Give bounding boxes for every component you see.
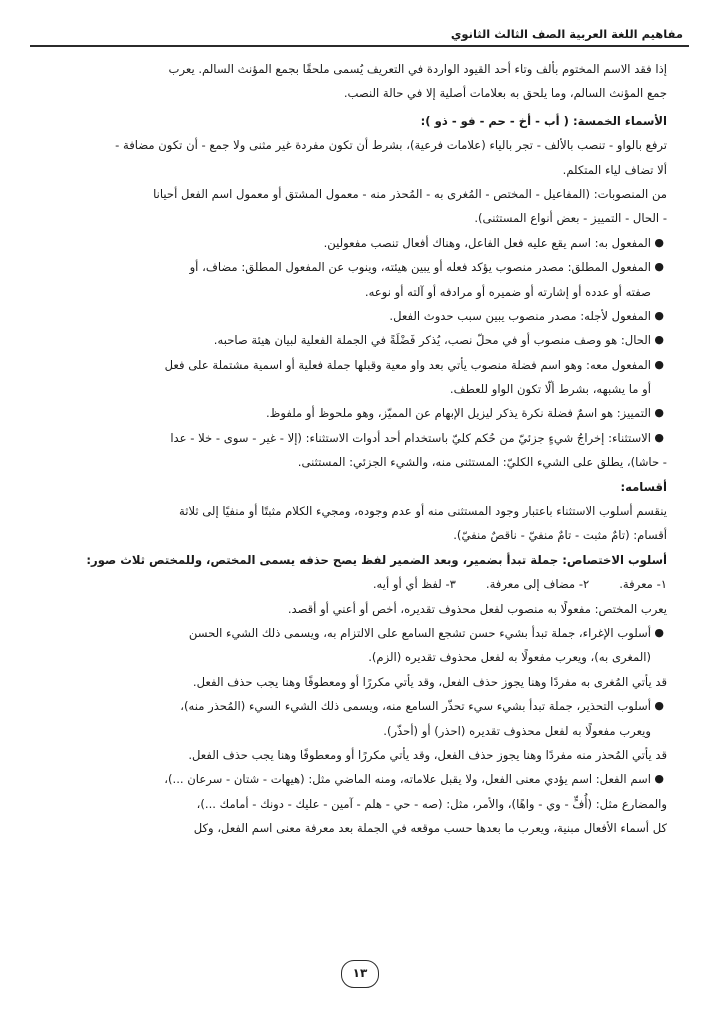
text-line: ينقسم أسلوب الاستثناء باعتبار وجود المستثنى منه أو عدم وجوده، ومجيء الكلام مثبتًا أو منفيًا إلى ثلاثة xyxy=(179,504,667,519)
text-line: قد يأتي المُحذر منه مفردًا وهنا يجوز حذف الفعل، وقد يأتي مكررًا أو ومعطوفًا وهنا يجب حذف الفعل. xyxy=(188,747,667,762)
section-heading: الأسماء الخمسة: ( أب - أخ - حم - فو - ذو ): xyxy=(420,113,667,128)
text-line: ترفع بالواو - تنصب بالألف - تجر بالياء (علامات فرعية)، بشرط أن تكون مفردة غير مثنى ولا جمع - أن تكون مضافة - xyxy=(115,138,667,153)
numbered-forms xyxy=(42,572,667,596)
text-line: ألا تضاف لياء المتكلم. xyxy=(562,162,667,177)
bullet-icon: ● xyxy=(654,699,664,713)
header-title: مفاهيم اللغة العربية الصف الثالث الثانوي xyxy=(450,27,683,41)
text-line: أو ما يشبهه، بشرط ألّا تكون الواو للعطف. xyxy=(449,382,651,397)
text-line: - الحال - التمييز - بعض أنواع المستثنى). xyxy=(474,211,667,226)
bullet-icon: ● xyxy=(654,406,664,420)
text-line: (المغرى به)، ويعرب مفعولًا به لفعل محذوف تقديره (الزم). xyxy=(368,650,651,665)
list-item: ● المفعول معه: وهو اسم فضلة منصوب يأتي بعد واو معية وقبلها جملة فعلية أو اسمية مشتملة على فعل xyxy=(42,353,667,377)
bullet-icon: ● xyxy=(654,772,664,786)
bullet-icon: ● xyxy=(654,260,664,274)
text-line: والمضارع مثل: (أُفٍّ - وي - واهًا)، والأمر، مثل: (صه - حي - هلم - آمين - عليك - دونك - أمامك ...)، xyxy=(196,796,667,811)
text-line: - حاشا)، يطلق على الشيء الكليّ: المستثنى منه، والشيء الجزئي: المستثنى. xyxy=(297,455,667,470)
form-item: ٢- مضاف إلى معرفة. xyxy=(485,577,590,592)
text-line: إذا فقد الاسم المختوم بألف وتاء أحد القيود الواردة في التعريف يُسمى ملحقًا بجمع المؤنث السالم. يعرب xyxy=(168,62,667,76)
text-line: قد يأتي المُغرى به مفردًا وهنا يجوز حذف الفعل، وقد يأتي مكررًا أو ومعطوفًا وهنا يجب حذف الفعل. xyxy=(192,674,667,689)
page-number: ١٣ xyxy=(341,960,379,988)
bullet-icon: ● xyxy=(654,357,664,371)
text-line: أقسام: (تامٌ مثبت - تامٌ منفيّ - ناقصٌ منفيّ). xyxy=(453,528,667,543)
header-divider xyxy=(30,45,689,47)
bullet-icon: ● xyxy=(654,430,664,444)
bullet-icon: ● xyxy=(654,333,664,347)
form-item: ١- معرفة. xyxy=(619,577,667,592)
list-item: ● أسلوب التحذير، جملة تبدأ بشيء سيء تحذّر السامع منه، ويسمى ذلك الشيء السيء (المُحذر منه)، xyxy=(42,694,667,718)
text-line: كل أسماء الأفعال مبنية، ويعرب ما بعدها حسب موقعه في الجملة بعد معرفة معنى اسم الفعل، وكل xyxy=(193,821,667,836)
text-line: يعرب المختص: مفعولًا به منصوب لفعل محذوف تقديره، أخص أو أعني أو أقصد. xyxy=(287,601,667,616)
list-item: ● اسم الفعل: اسم يؤدي معنى الفعل، ولا يقبل علاماته، ومنه الماضي مثل: (هيهات - شتان - سرعان ...)، xyxy=(42,767,667,791)
bullet-icon: ● xyxy=(654,308,664,322)
text-line: ويعرب مفعولًا به لفعل محذوف تقديره (احذر) أو (أحذّر). xyxy=(383,723,651,738)
list-item: ● أسلوب الإغراء، جملة تبدأ بشيء حسن تشجع السامع على الالتزام به، ويسمى ذلك الشيء الحسن xyxy=(42,621,667,645)
bullet-icon: ● xyxy=(654,235,664,249)
text-line: جمع المؤنث السالم، وما يلحق به بعلامات أصلية إلا في حالة النصب. xyxy=(343,86,667,101)
list-item: ● المفعول المطلق: مصدر منصوب يؤكد فعله أو يبين هيئته، وينوب عن المفعول المطلق: مضاف، أو xyxy=(42,255,667,279)
text-line: من المنصوبات: (المفاعيل - المختص - المُغرى به - المُحذر منه - معمول المشتق أو معمول اسم الفعل أحيانا xyxy=(153,186,667,201)
list-item: ● المفعول لأجله: مصدر منصوب يبين سبب حدوث الفعل. xyxy=(42,304,667,328)
bullet-icon: ● xyxy=(654,625,664,639)
form-item: ٣- لفظ أي أو أيه. xyxy=(372,577,456,592)
list-item: ● الاستثناء: إخراجُ شيءٍ جزئيّ من حُكم كليّ باستخدام أحد أدوات الاستثناء: (إلا - غير - سوى - خلا - عدا xyxy=(42,426,667,450)
list-item: ● المفعول به: اسم يقع عليه فعل الفاعل، وهناك أفعال تنصب مفعولين. xyxy=(42,231,667,255)
text-line: صفته أو عدده أو إشارته أو ضميره أو مرادفه أو آلته أو نوعه. xyxy=(364,284,651,299)
page-header xyxy=(30,18,689,48)
section-heading: أسلوب الاختصاص: جملة تبدأ بضمير، وبعد الضمير لفظ يصح حذفه يسمى المختص، وللمختص ثلاث صور: xyxy=(86,552,667,567)
page-content xyxy=(42,57,667,841)
section-heading: أقسامه: xyxy=(620,479,667,494)
list-item: ● الحال: هو وصف منصوب أو في محلّ نصب، يُذكر فَضْلَةً في الجملة الفعلية لبيان هيئة صاحبه. xyxy=(42,328,667,352)
list-item: ● التمييز: هو اسمٌ فضلة نكرة يذكر ليزيل الإبهام عن المميّز، وهو ملحوظ أو ملفوظ. xyxy=(42,401,667,425)
